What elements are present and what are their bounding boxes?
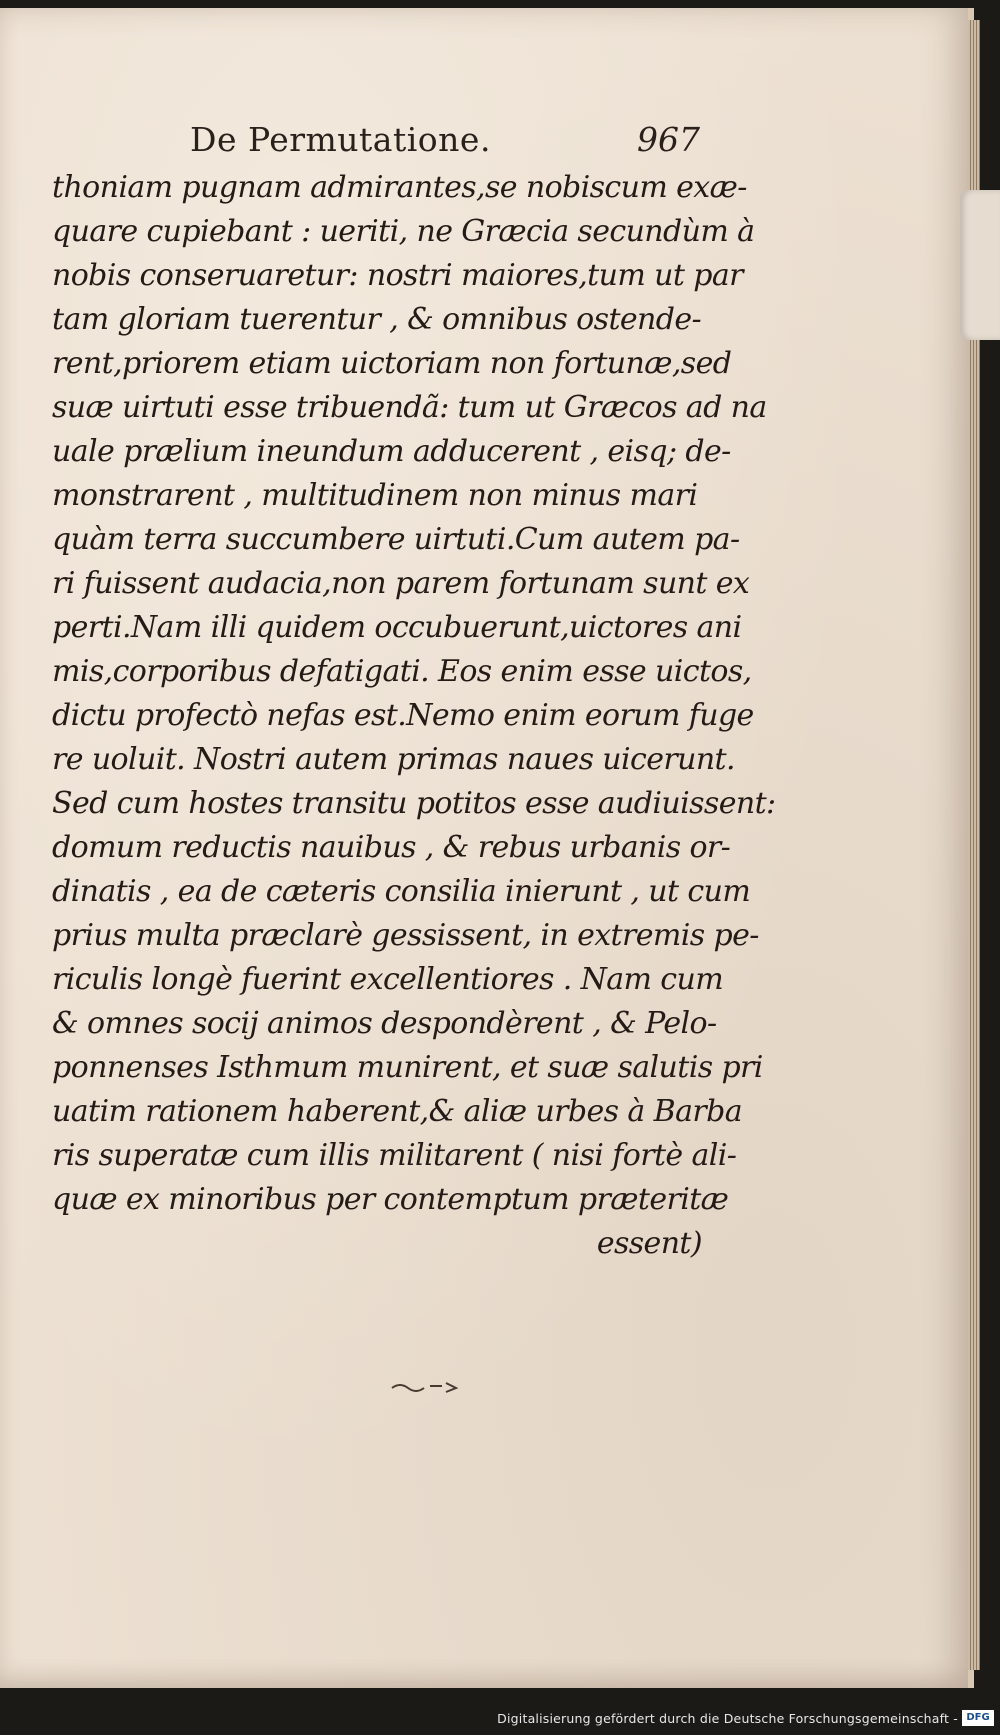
text-line: nobis conseruaretur: nostri maiores,tum ut par	[52, 258, 743, 293]
text-line: ponnenses Isthmum munirent, et suæ salutis pri	[52, 1050, 763, 1085]
text-line: thoniam pugnam admirantes,se nobiscum exæ-	[52, 170, 747, 205]
text-line: tam gloriam tuerentur , & omnibus ostende-	[52, 302, 702, 337]
ornament-mark	[390, 1378, 460, 1394]
text-line: rent,priorem etiam uictoriam non fortunæ,sed	[52, 346, 732, 381]
text-line: uatim rationem haberent,& aliæ urbes à Barba	[52, 1094, 742, 1129]
text-line: & omnes socij animos despondèrent , & Pelo-	[52, 1006, 717, 1041]
text-line: prius multa præclarè gessissent, in extremis pe-	[52, 918, 759, 953]
text-line: essent)	[596, 1226, 702, 1261]
body-text	[52, 166, 776, 1286]
text-line: riculis longè fuerint excellentiores . Nam cum	[52, 962, 724, 997]
dfg-logo: DFG	[962, 1710, 994, 1726]
running-head	[190, 120, 700, 164]
text-line: uale prælium ineundum adducerent , eisq; de-	[52, 434, 731, 469]
text-line: quare cupiebant : ueriti, ne Græcia secundùm à	[52, 214, 755, 249]
text-line: suæ uirtuti esse tribuendã: tum ut Græcos ad na	[52, 390, 767, 425]
page-tab	[960, 190, 1000, 340]
text-line: ri fuissent audacia,non parem fortunam sunt ex	[52, 566, 750, 601]
running-head-title: De Permutatione.	[190, 120, 491, 159]
text-line: quæ ex minoribus per contemptum præteritæ	[52, 1182, 729, 1217]
text-line: Sed cum hostes transitu potitos esse audiuissent:	[52, 786, 776, 821]
folio-number: 967	[637, 120, 700, 159]
text-line: dinatis , ea de cæteris consilia inierunt , ut cum	[52, 874, 751, 909]
text-line: ris superatæ cum illis militarent ( nisi fortè ali-	[52, 1138, 737, 1173]
text-line: dictu profectò nefas est.Nemo enim eorum fuge	[52, 698, 754, 733]
text-line: monstrarent , multitudinem non minus mari	[52, 478, 698, 513]
text-line: mis,corporibus defatigati. Eos enim esse uictos,	[52, 654, 752, 689]
text-line: quàm terra succumbere uirtuti.Cum autem pa-	[52, 522, 740, 557]
text-line: domum reductis nauibus , & rebus urbanis or-	[52, 830, 731, 865]
text-line: re uoluit. Nostri autem primas naues uicerunt.	[52, 742, 735, 777]
digitization-credit: Digitalisierung gefördert durch die Deutsche Forschungsgemeinschaft -	[497, 1711, 958, 1726]
text-line: perti.Nam illi quidem occubuerunt,uictores ani	[52, 610, 742, 645]
